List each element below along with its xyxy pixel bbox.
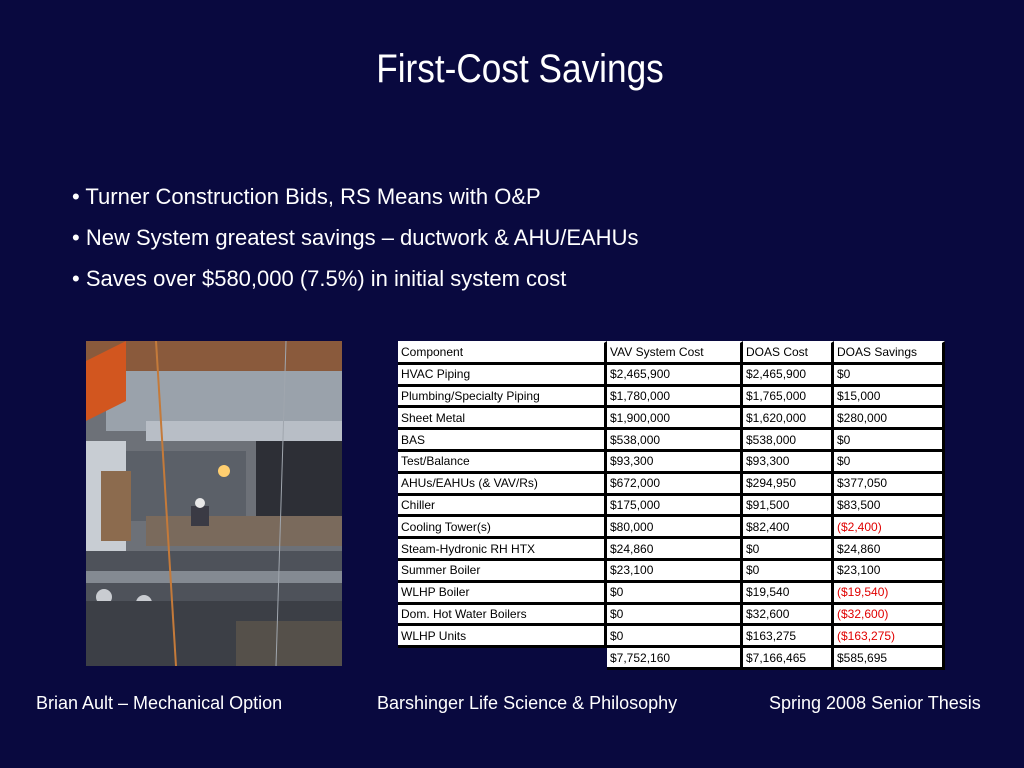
construction-photo-graphic [86,341,342,666]
table-cell: $19,540 [743,583,834,605]
table-cell: $0 [834,365,945,387]
table-cell: $280,000 [834,408,945,430]
table-row [398,583,945,605]
table-cell: $23,100 [607,561,743,583]
table-row [398,626,945,648]
table-cell: Test/Balance [398,452,607,474]
totals-cell: $585,695 [834,648,945,670]
table-cell: $1,900,000 [607,408,743,430]
table-cell: ($32,600) [834,605,945,627]
table-cell: $1,780,000 [607,387,743,409]
table-cell: $0 [834,430,945,452]
table-cell: $0 [607,626,743,648]
table-cell: $23,100 [834,561,945,583]
totals-cell: $7,752,160 [607,648,743,670]
table-cell: $1,765,000 [743,387,834,409]
table-cell: ($19,540) [834,583,945,605]
table-cell: $24,860 [607,539,743,561]
table-cell: $91,500 [743,496,834,518]
construction-photo [86,341,342,666]
table-cell: $24,860 [834,539,945,561]
table-cell: $32,600 [743,605,834,627]
table-cell: $0 [743,539,834,561]
bullet-item: • Saves over $580,000 (7.5%) in initial system cost [72,266,567,291]
header-cell: VAV System Cost [607,341,743,365]
table-cell: Cooling Tower(s) [398,517,607,539]
footer-term: Spring 2008 Senior Thesis [769,693,981,713]
table-cell: $15,000 [834,387,945,409]
table-row [398,387,945,409]
table-cell: $80,000 [607,517,743,539]
table-cell: AHUs/EAHUs (& VAV/Rs) [398,474,607,496]
cost-table [398,341,945,670]
table-cell: ($2,400) [834,517,945,539]
table-cell: $175,000 [607,496,743,518]
bullet-list [72,176,638,299]
table-totals-row [398,648,945,670]
footer-author: Brian Ault – Mechanical Option [36,693,283,713]
table-row [398,496,945,518]
table-row [398,539,945,561]
table-cell: $0 [743,561,834,583]
table-cell: $93,300 [607,452,743,474]
table-cell: $1,620,000 [743,408,834,430]
table-cell: WLHP Boiler [398,583,607,605]
totals-cell: $7,166,465 [743,648,834,670]
table-cell: $83,500 [834,496,945,518]
header-cell: DOAS Savings [834,341,945,365]
table-cell: $82,400 [743,517,834,539]
table-row [398,430,945,452]
table-cell: $0 [607,583,743,605]
table-cell: BAS [398,430,607,452]
table-cell: $538,000 [743,430,834,452]
table-cell: $0 [607,605,743,627]
table-cell: $93,300 [743,452,834,474]
table-row [398,408,945,430]
table-row [398,365,945,387]
bullet-item: • New System greatest savings – ductwork & AHU/EAHUs [72,225,639,250]
table-cell: $2,465,900 [607,365,743,387]
slide-title: First-Cost Savings [376,47,664,91]
table-cell: Summer Boiler [398,561,607,583]
table-cell: Dom. Hot Water Boilers [398,605,607,627]
header-cell: Component [398,341,607,365]
table-cell: ($163,275) [834,626,945,648]
table-cell: Chiller [398,496,607,518]
table-row [398,517,945,539]
table-cell: Plumbing/Specialty Piping [398,387,607,409]
table-cell: $0 [834,452,945,474]
table-cell: Steam-Hydronic RH HTX [398,539,607,561]
table-cell: $672,000 [607,474,743,496]
table-cell: WLHP Units [398,626,607,648]
table-cell: $538,000 [607,430,743,452]
table-cell: $294,950 [743,474,834,496]
bullet-item: • Turner Construction Bids, RS Means with O&P [72,184,541,209]
totals-label-cell [398,648,607,670]
table-cell: $163,275 [743,626,834,648]
table-row [398,474,945,496]
footer-project: Barshinger Life Science & Philosophy [377,693,678,713]
table-cell: Sheet Metal [398,408,607,430]
table-header-row [398,341,945,365]
header-cell: DOAS Cost [743,341,834,365]
table-row [398,605,945,627]
table-cell: $2,465,900 [743,365,834,387]
table-cell: $377,050 [834,474,945,496]
table-row [398,452,945,474]
table-row [398,561,945,583]
table-cell: HVAC Piping [398,365,607,387]
